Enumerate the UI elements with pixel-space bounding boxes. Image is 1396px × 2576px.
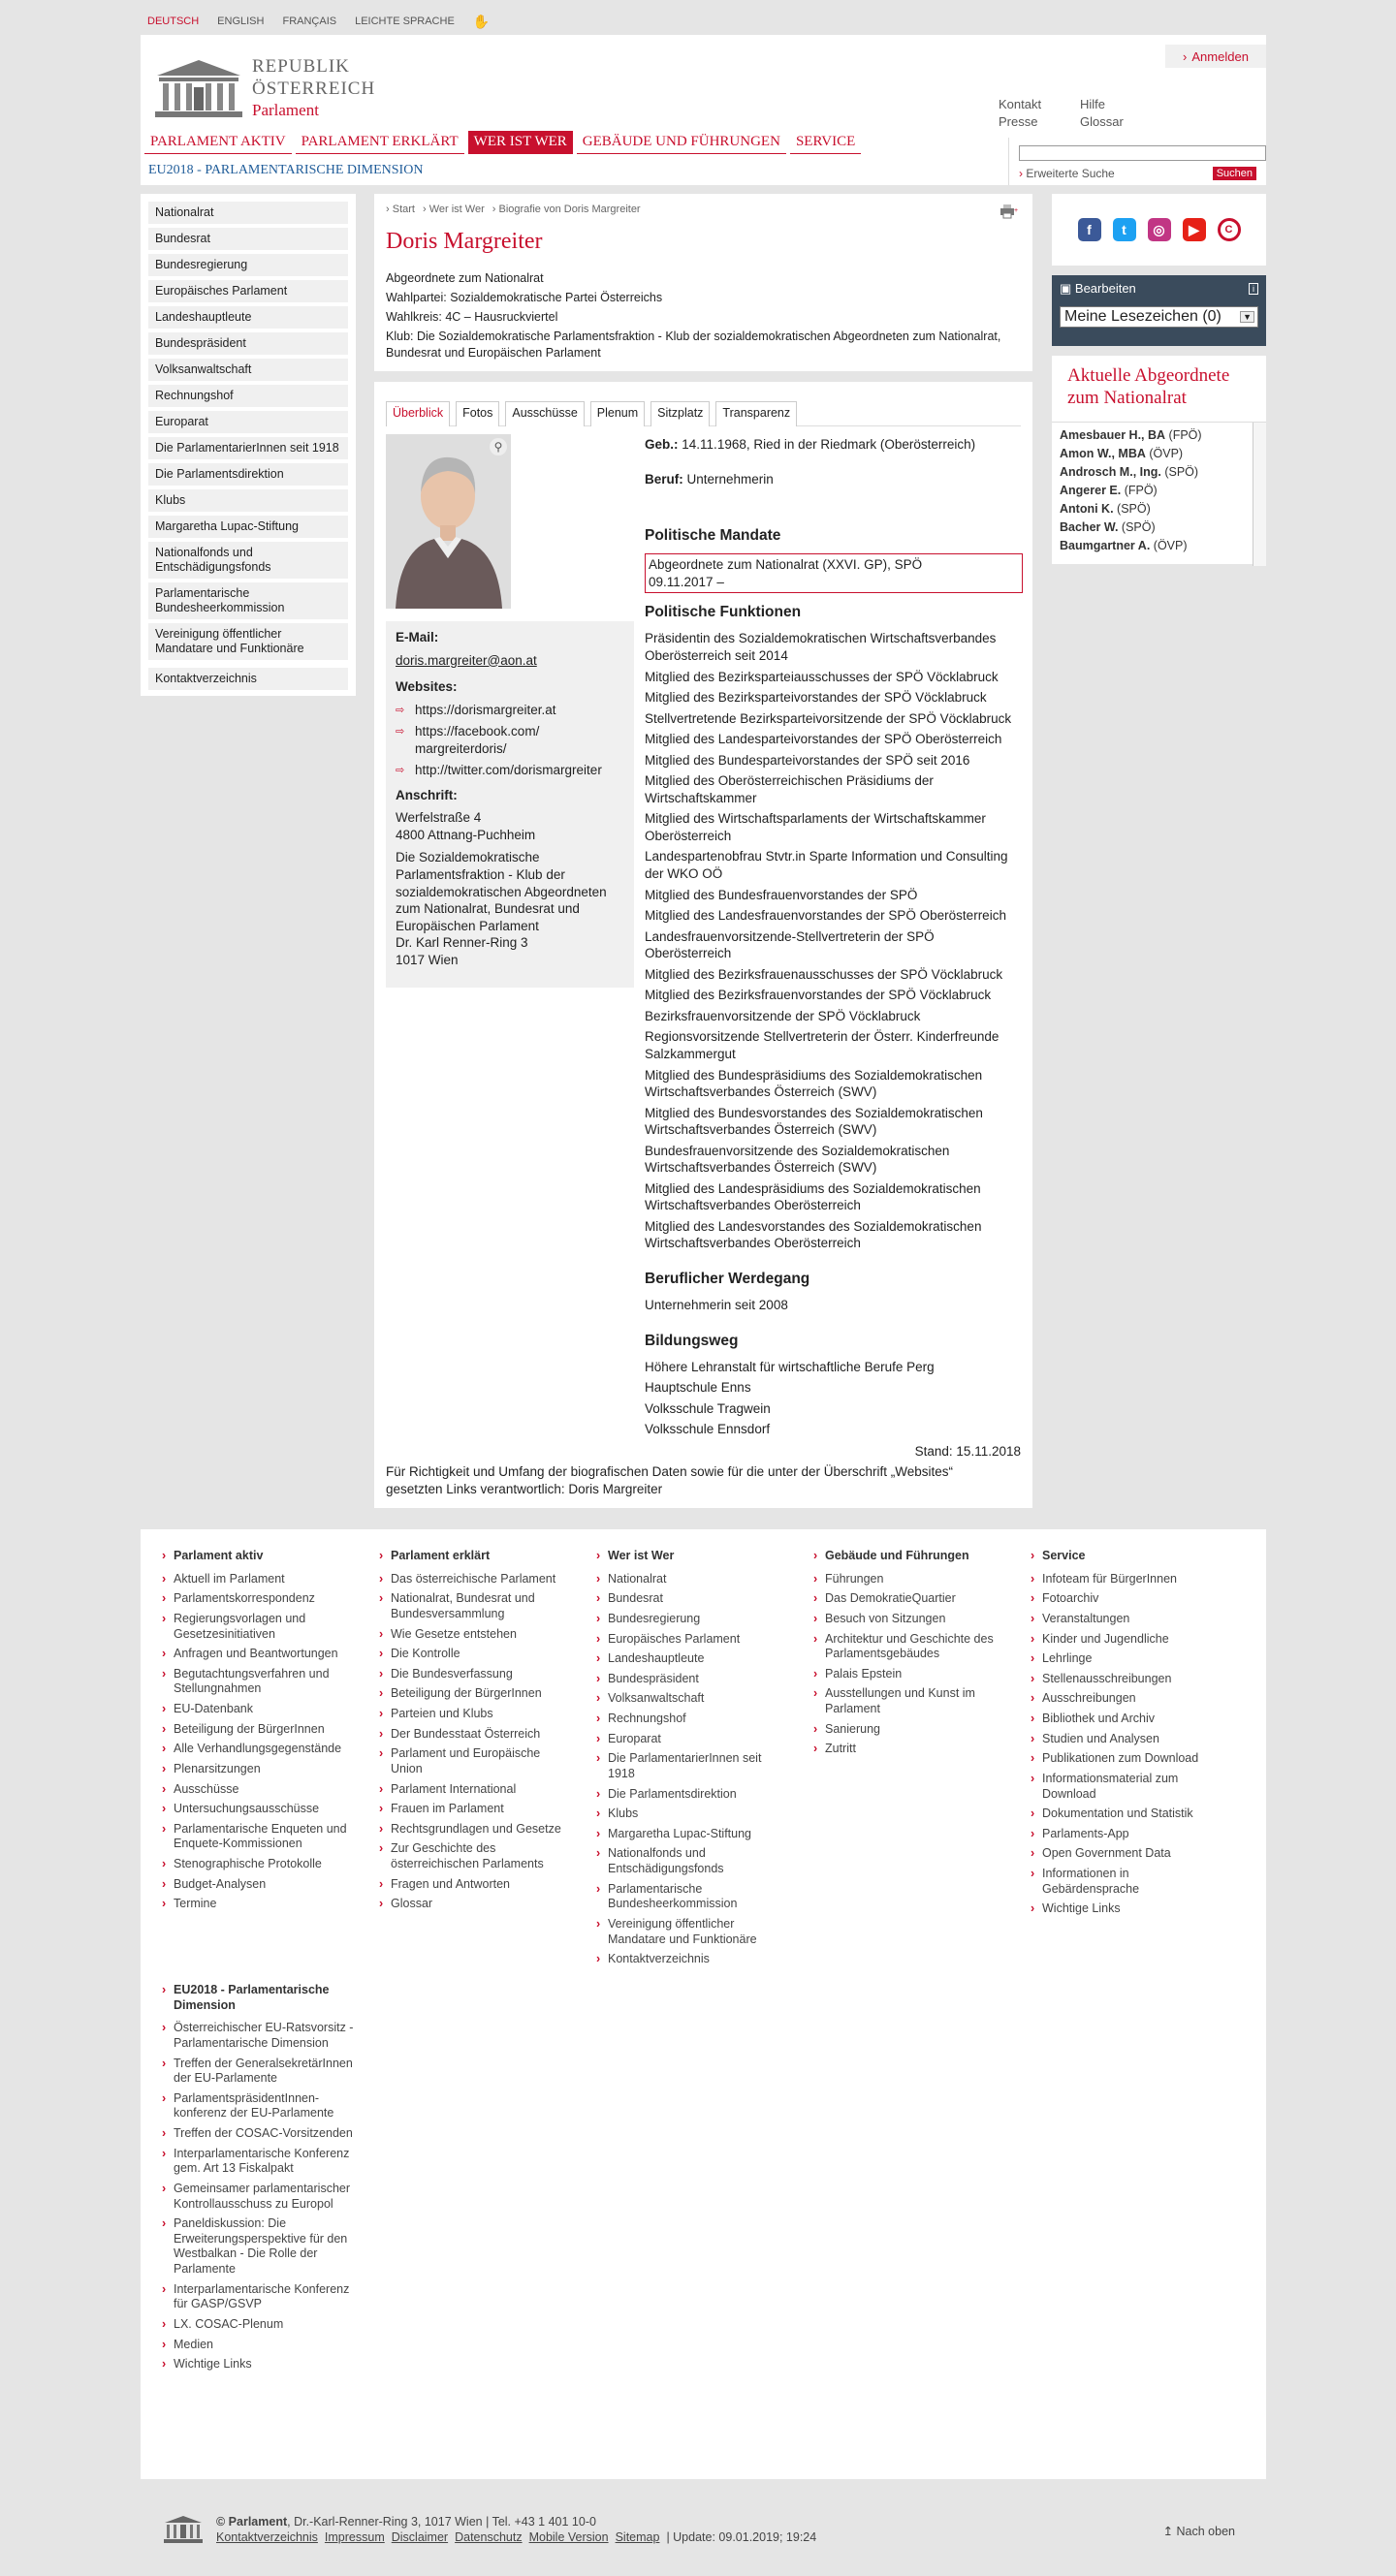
responsibility-note: Für Richtigkeit und Umfang der biografischen Daten sowie für die unter der Überschrift „Websites“ gesetzten Links verantwortlich: Doris Margreiter <box>386 1464 954 1496</box>
function-item: Mitglied des Bezirksfrauenausschusses der SPÖ Vöcklabruck <box>645 966 1003 982</box>
header <box>141 35 1266 185</box>
current-mps-list <box>1052 422 1266 565</box>
address-label: Anschrift: <box>396 787 458 802</box>
search-box <box>1008 138 1266 185</box>
footer-link[interactable]: › Europarat <box>596 1732 790 1747</box>
footer-link[interactable]: › Die Parlamentsdirektion <box>596 1787 790 1803</box>
youtube-icon[interactable]: ▶ <box>1183 218 1206 241</box>
footer-link[interactable]: › Frauen im Parlament <box>379 1802 573 1817</box>
footer-col-title[interactable]: › Wer ist Wer <box>596 1549 790 1564</box>
footer-col-title[interactable]: › EU2018 - Parlamentarische Dimension <box>162 1983 356 2013</box>
function-item: Mitglied des Bundesfrauenvorstandes der SPÖ <box>645 887 918 902</box>
last-updated: Stand: 15.11.2018 <box>914 1444 1021 1459</box>
sidebar-item-11[interactable]: Klubs <box>148 489 348 512</box>
career-item: Unternehmerin seit 2008 <box>645 1298 788 1313</box>
footer-link[interactable]: › Ausschüsse <box>162 1782 356 1798</box>
tab-2[interactable]: Ausschüsse <box>505 401 584 426</box>
function-item: Mitglied des Oberösterreichischen Präsidiums der Wirtschaftskammer <box>645 773 934 805</box>
tab-4[interactable]: Sitzplatz <box>650 401 710 426</box>
footer-link[interactable]: › Parlamentarische Enqueten und Enquete-Kommissionen <box>162 1822 356 1852</box>
footer-col-4 <box>1031 1549 1224 1922</box>
education-item: Volksschule Ennsdorf <box>645 1422 771 1437</box>
sidebar-item-0[interactable]: Nationalrat <box>148 202 348 224</box>
mp-party: (FPÖ) <box>1124 483 1158 497</box>
footer-link[interactable]: › Nationalfonds und Entschädigungsfonds <box>596 1846 790 1876</box>
footer-link[interactable]: › Glossar <box>379 1897 573 1912</box>
mp-name: Antoni K. <box>1060 501 1114 516</box>
top-links <box>999 97 1161 129</box>
chevron-right-icon: › <box>1019 167 1027 180</box>
function-item: Mitglied des Bezirksparteivorstandes der SPÖ Vöcklabruck <box>645 690 987 706</box>
footer-link[interactable]: › Veranstaltungen <box>1031 1612 1224 1627</box>
current-mp-item[interactable] <box>1060 502 1266 516</box>
footer-col-0 <box>162 1549 356 1917</box>
main-nav <box>144 131 865 154</box>
function-item: Mitglied des Landesparteivorstandes der SPÖ Oberösterreich <box>645 732 1002 747</box>
sidebar-item-10[interactable]: Die Parlamentsdirektion <box>148 463 348 486</box>
eu2018-link[interactable]: EU2018 - PARLAMENTARISCHE DIMENSION <box>148 163 424 177</box>
functions-list <box>645 630 1023 1252</box>
footer-link[interactable]: › Bundesregierung <box>596 1612 790 1627</box>
footer-col-title[interactable]: › Parlament erklärt <box>379 1549 573 1564</box>
mp-party: (ÖVP) <box>1149 446 1184 460</box>
arrow-up-icon: ↥ <box>1162 2525 1177 2538</box>
mandate-item: Abgeordnete zum Nationalrat (XXVI. GP), SPÖ 09.11.2017 – <box>645 553 1023 593</box>
sidebar-item-1[interactable]: Bundesrat <box>148 228 348 250</box>
footer-link[interactable]: › Die ParlamentarierInnen seit 1918 <box>596 1751 790 1781</box>
toplink-2[interactable]: Presse <box>999 114 1038 129</box>
website-item[interactable] <box>396 762 624 779</box>
footer-col-2 <box>596 1549 790 1972</box>
mp-info-line: Wahlpartei: Sozialdemokratische Partei Österreichs <box>386 290 663 304</box>
footer-link[interactable]: › ParlamentspräsidentInnen-konferenz der EU-Parlamente <box>162 2091 356 2121</box>
footer-link[interactable]: › Plenarsitzungen <box>162 1762 356 1777</box>
footer-link[interactable]: › Treffen der COSAC-Vorsitzenden <box>162 2126 356 2142</box>
footer-link[interactable]: › EU-Datenbank <box>162 1702 356 1717</box>
copyright: © Parlament, Dr.-Karl-Renner-Ring 3, 1017 Wien | Tel. +43 1 401 10-0 <box>216 2515 596 2529</box>
footer-link[interactable]: › Besuch von Sitzungen <box>813 1612 1007 1627</box>
footer-link[interactable]: › Untersuchungsausschüsse <box>162 1802 356 1817</box>
footer-link[interactable]: › Rechtsgrundlagen und Gesetze <box>379 1822 573 1838</box>
footer-link[interactable]: › Nationalrat, Bundesrat und Bundesversammlung <box>379 1591 573 1621</box>
footer-link[interactable]: › Treffen der GeneralsekretärInnen der EU-Parlamente <box>162 2057 356 2087</box>
footer-link[interactable]: › Die Bundesverfassung <box>379 1667 573 1682</box>
footer-link[interactable]: › Fotoarchiv <box>1031 1591 1224 1607</box>
footer-link[interactable]: › Fragen und Antworten <box>379 1877 573 1893</box>
nav-item-1[interactable]: PARLAMENT ERKLÄRT <box>296 131 464 154</box>
career-heading: Beruflicher Werdegang <box>645 1270 810 1287</box>
footer-col-5 <box>162 1983 356 2377</box>
footer-link[interactable]: › Margaretha Lupac-Stiftung <box>596 1827 790 1842</box>
footer-link[interactable]: › Rechnungshof <box>596 1712 790 1727</box>
mp-party: (SPÖ) <box>1164 464 1199 479</box>
footer-link[interactable]: › Informationsmaterial zum Download <box>1031 1772 1224 1802</box>
address-private: Werfelstraße 4 4800 Attnang-Puchheim <box>396 810 536 842</box>
footer-link[interactable]: › Parlament International <box>379 1782 573 1798</box>
address-club: Die Sozialdemokratische Parlamentsfraktion - Klub der sozialdemokratischen Abgeordneten zum Nationalrat, Bundesrat und Europäischen Parlament Dr. Karl Renner-Ring 3 1017 Wien <box>396 850 607 967</box>
function-item: Mitglied des Bundespräsidiums des Sozialdemokratischen Wirtschaftsverbandes Österreich (SWV) <box>645 1067 983 1100</box>
zoom-icon[interactable]: ⚲ <box>490 438 507 456</box>
footer-logo-icon <box>164 2515 203 2544</box>
footer-link[interactable]: › LX. COSAC-Plenum <box>162 2317 356 2333</box>
footer-link[interactable]: › Sanierung <box>813 1722 1007 1738</box>
sidebar-item-4[interactable]: Landeshauptleute <box>148 306 348 329</box>
sidebar-item-2[interactable]: Bundesregierung <box>148 254 348 276</box>
website-link[interactable]: https://facebook.com/ margreiterdoris/ <box>415 724 540 756</box>
footer-link[interactable]: › Parlamentskorrespondenz <box>162 1591 356 1607</box>
lang-2[interactable]: FRANÇAIS <box>282 16 337 27</box>
facebook-icon[interactable]: f <box>1078 218 1101 241</box>
footer-link[interactable]: › Volksanwaltschaft <box>596 1691 790 1707</box>
tab-0[interactable]: Überblick <box>386 401 450 426</box>
current-mps-title: Aktuelle Abgeordnete zum Nationalrat <box>1067 365 1230 408</box>
footer-col-title[interactable]: › Service <box>1031 1549 1224 1564</box>
page-title: Doris Margreiter <box>386 229 543 254</box>
education-item: Hauptschule Enns <box>645 1380 751 1396</box>
scrollbar[interactable] <box>1253 423 1266 566</box>
education-list <box>645 1359 1023 1438</box>
website-link[interactable]: http://twitter.com/dorismargreiter <box>415 763 602 778</box>
info-icon[interactable]: i <box>1249 283 1258 295</box>
footer-link[interactable]: › Stellenausschreibungen <box>1031 1672 1224 1687</box>
footer-link[interactable]: › Kinder und Jugendliche <box>1031 1632 1224 1648</box>
function-item: Mitglied des Bezirksparteiausschusses der SPÖ Vöcklabruck <box>645 669 999 684</box>
sidebar-item-6[interactable]: Volksanwaltschaft <box>148 359 348 381</box>
external-link-icon: ⇨ <box>396 765 405 777</box>
nav-item-3[interactable]: GEBÄUDE UND FÜHRUNGEN <box>577 131 786 154</box>
legal-link-4[interactable]: Mobile Version <box>528 2530 609 2544</box>
bottom-bar <box>141 2500 1266 2559</box>
current-mp-item[interactable] <box>1060 484 1266 497</box>
footer-link[interactable]: › Bibliothek und Archiv <box>1031 1712 1224 1727</box>
footer-sitemap <box>141 1529 1266 2479</box>
mp-party: (SPÖ) <box>1117 501 1151 516</box>
lang-0[interactable]: DEUTSCH <box>147 16 200 27</box>
footer-link[interactable]: › Parlaments-App <box>1031 1827 1224 1842</box>
footer-link[interactable]: › Gemeinsamer parlamentarischer Kontrollausschuss zu Europol <box>162 2182 356 2212</box>
mp-info-line: Abgeordnete zum Nationalrat <box>386 271 544 285</box>
logo-line1: REPUBLIK ÖSTERREICH <box>252 56 376 99</box>
tab-1[interactable]: Fotos <box>456 401 499 426</box>
legal-link-1[interactable]: Impressum <box>324 2530 385 2544</box>
footer-link[interactable]: › Infoteam für BürgerInnen <box>1031 1572 1224 1587</box>
education-item: Höhere Lehranstalt für wirtschaftliche Berufe Perg <box>645 1359 935 1374</box>
mp-name: Bacher W. <box>1060 519 1119 534</box>
breadcrumb <box>386 204 1021 215</box>
mp-info-line: Wahlkreis: 4C – Hausruckviertel <box>386 309 558 324</box>
search-input[interactable] <box>1019 145 1266 161</box>
function-item: Landesfrauenvorsitzende-Stellvertreterin der SPÖ Oberösterreich <box>645 928 935 961</box>
sidebar-item-7[interactable]: Rechnungshof <box>148 385 348 407</box>
footer-link[interactable]: › Palais Epstein <box>813 1667 1007 1682</box>
footer-link[interactable]: › Landeshauptleute <box>596 1651 790 1667</box>
function-item: Mitglied des Landesfrauenvorstandes der SPÖ Oberösterreich <box>645 908 1006 924</box>
mp-party: (ÖVP) <box>1153 538 1188 552</box>
breadcrumb-item-0[interactable]: › Start <box>386 204 415 215</box>
job-info: Beruf: Unternehmerin <box>645 471 774 487</box>
footer-link[interactable]: › Klubs <box>596 1806 790 1822</box>
external-link-icon: ⇨ <box>396 726 405 738</box>
tab-5[interactable]: Transparenz <box>715 401 797 426</box>
footer-link[interactable]: › Begutachtungsverfahren und Stellungnahmen <box>162 1667 356 1697</box>
birth-info: Geb.: 14.11.1968, Ried in der Riedmark (Oberösterreich) <box>645 437 976 452</box>
footer-link[interactable]: › Stenographische Protokolle <box>162 1857 356 1872</box>
footer-link[interactable]: › Der Bundesstaat Österreich <box>379 1727 573 1743</box>
footer-link[interactable]: › Open Government Data <box>1031 1846 1224 1862</box>
function-item: Landespartenobfrau Stvtr.in Sparte Information und Consulting der WKO OÖ <box>645 849 1008 882</box>
footer-link[interactable]: › Österreichischer EU-Ratsvorsitz - Parlamentarische Dimension <box>162 2021 356 2051</box>
websites-label: Websites: <box>396 679 458 695</box>
footer-link[interactable]: › Publikationen zum Download <box>1031 1751 1224 1767</box>
sign-language-icon[interactable]: ✋ <box>472 13 491 29</box>
breadcrumb-item-2: › Biografie von Doris Margreiter <box>492 204 641 215</box>
education-heading: Bildungsweg <box>645 1332 739 1349</box>
legal-link-3[interactable]: Datenschutz <box>455 2530 523 2544</box>
footer-col-3 <box>813 1549 1007 1762</box>
footer-link[interactable]: › Termine <box>162 1897 356 1912</box>
legal-links <box>216 2530 816 2544</box>
sidebar-item-12[interactable]: Margaretha Lupac-Stiftung <box>148 516 348 538</box>
bookmark-edit[interactable]: ▣ Bearbeiten <box>1060 281 1136 296</box>
footer-link[interactable]: › Nationalrat <box>596 1572 790 1587</box>
footer-link[interactable]: › Das österreichische Parlament <box>379 1572 573 1587</box>
function-item: Mitglied des Bezirksfrauenvorstandes der SPÖ Vöcklabruck <box>645 988 992 1003</box>
sidebar-item-14[interactable]: Parlamentarische Bundesheerkommission <box>148 582 348 619</box>
website-item[interactable] <box>396 702 624 719</box>
instagram-icon[interactable]: ◎ <box>1148 218 1171 241</box>
footer-link[interactable]: › Wichtige Links <box>162 2357 356 2372</box>
login-button[interactable]: › Anmelden <box>1165 45 1266 68</box>
tab-3[interactable]: Plenum <box>590 401 645 426</box>
footer-link[interactable]: › Budget-Analysen <box>162 1877 356 1893</box>
sidebar <box>141 194 356 696</box>
social-links <box>1052 194 1266 266</box>
mandates-heading: Politische Mandate <box>645 527 781 545</box>
lang-1[interactable]: ENGLISH <box>217 16 265 27</box>
footer-link[interactable]: › Studien und Analysen <box>1031 1732 1224 1747</box>
footer-link[interactable]: › Zur Geschichte des österreichischen Parlaments <box>379 1841 573 1871</box>
footer-link[interactable]: › Europäisches Parlament <box>596 1632 790 1648</box>
legal-link-2[interactable]: Disclaimer <box>391 2530 449 2544</box>
footer-link[interactable]: › Kontaktverzeichnis <box>596 1952 790 1967</box>
current-mp-item[interactable] <box>1060 539 1266 552</box>
mp-name: Amesbauer H., BA <box>1060 427 1166 442</box>
footer-col-1 <box>379 1549 573 1917</box>
function-item: Bezirksfrauenvorsitzende der SPÖ Vöcklabruck <box>645 1008 921 1023</box>
legal-link-0[interactable]: Kontaktverzeichnis <box>216 2530 318 2544</box>
sidebar-item-13[interactable]: Nationalfonds und Entschädigungsfonds <box>148 542 348 579</box>
footer-link[interactable]: › Beteiligung der BürgerInnen <box>162 1722 356 1738</box>
footer-link[interactable]: › Interparlamentarische Konferenz für GASP/GSVP <box>162 2282 356 2312</box>
nav-item-4[interactable]: SERVICE <box>790 131 861 154</box>
svg-text:+: + <box>1014 207 1019 214</box>
footer-link[interactable]: › Architektur und Geschichte des Parlamentsgebäudes <box>813 1632 1007 1662</box>
mp-party: (SPÖ) <box>1121 519 1156 534</box>
search-button[interactable]: Suchen <box>1213 167 1256 180</box>
bookmarks-panel <box>1052 275 1266 346</box>
external-link-icon: ⇨ <box>396 704 405 716</box>
back-to-top[interactable]: ↥ Nach oben <box>1162 2525 1235 2538</box>
footer-col-title[interactable]: › Parlament aktiv <box>162 1549 356 1564</box>
nav-item-2[interactable]: WER IST WER <box>468 131 573 154</box>
email-link[interactable]: doris.margreiter@aon.at <box>396 652 537 668</box>
toplink-3[interactable]: Glossar <box>1080 114 1124 129</box>
mp-name: Amon W., MBA <box>1060 446 1146 460</box>
current-mp-item[interactable] <box>1060 520 1266 534</box>
mp-summary <box>386 270 1021 361</box>
function-item: Mitglied des Wirtschaftsparlaments der Wirtschaftskammer Oberösterreich <box>645 811 986 843</box>
function-item: Stellvertretende Bezirksparteivorsitzende der SPÖ Vöcklabruck <box>645 710 1012 726</box>
footer-link[interactable]: › Bundesrat <box>596 1591 790 1607</box>
contact-box <box>386 621 634 988</box>
function-item: Bundesfrauenvorsitzende des Sozialdemokratischen Wirtschaftsverbandes Österreich (SWV) <box>645 1143 950 1176</box>
website-item[interactable] <box>396 723 624 757</box>
function-item: Regionsvorsitzende Stellvertreterin der Österr. Kinderfreunde Salzkammergut <box>645 1029 999 1061</box>
sidebar-item-3[interactable]: Europäisches Parlament <box>148 280 348 302</box>
website-link[interactable]: https://dorismargreiter.at <box>415 702 556 717</box>
flickr-icon[interactable]: C <box>1218 218 1241 241</box>
footer-link[interactable]: › Dokumentation und Statistik <box>1031 1806 1224 1822</box>
legal-link-5[interactable]: Sitemap <box>615 2530 660 2544</box>
footer-link[interactable]: › Zutritt <box>813 1742 1007 1757</box>
career-list <box>645 1297 1023 1314</box>
mp-name: Baumgartner A. <box>1060 538 1151 552</box>
mp-name: Angerer E. <box>1060 483 1122 497</box>
current-mp-item[interactable] <box>1060 465 1266 479</box>
footer-link[interactable]: › Ausstellungen und Kunst im Parlament <box>813 1686 1007 1716</box>
mp-party: (FPÖ) <box>1168 427 1202 442</box>
logo-line2: Parlament <box>252 100 319 119</box>
footer-link[interactable]: › Das DemokratieQuartier <box>813 1591 1007 1607</box>
parliament-building-icon <box>155 58 242 118</box>
email-label: E-Mail: <box>396 630 439 644</box>
footer-link[interactable]: › Paneldiskussion: Die Erweiterungsperspektive für den Westbalkan - Die Rolle der Parlamente <box>162 2216 356 2278</box>
sidebar-item-9[interactable]: Die ParlamentarierInnen seit 1918 <box>148 437 348 459</box>
function-item: Mitglied des Bundesparteivorstandes der SPÖ seit 2016 <box>645 752 970 768</box>
current-mps-panel <box>1052 356 1266 564</box>
footer-link[interactable]: › Parlamentarische Bundesheerkommission <box>596 1882 790 1912</box>
footer-link[interactable]: › Beteiligung der BürgerInnen <box>379 1686 573 1702</box>
function-item: Mitglied des Bundesvorstandes des Sozialdemokratischen Wirtschaftsverbandes Österreich (SWV) <box>645 1105 983 1138</box>
bio-details <box>645 436 1023 1442</box>
footer-link[interactable]: › Lehrlinge <box>1031 1651 1224 1667</box>
language-bar <box>147 14 490 29</box>
sidebar-item-5[interactable]: Bundespräsident <box>148 332 348 355</box>
current-mp-item[interactable] <box>1060 428 1266 442</box>
toplink-0[interactable]: Kontakt <box>999 97 1042 111</box>
twitter-icon[interactable]: t <box>1113 218 1136 241</box>
footer-link[interactable]: › Ausschreibungen <box>1031 1691 1224 1707</box>
breadcrumb-item-1[interactable]: › Wer ist Wer <box>423 204 485 215</box>
profile-header <box>374 194 1032 371</box>
footer-link[interactable]: › Informationen in Gebärdensprache <box>1031 1867 1224 1897</box>
footer-link[interactable]: › Führungen <box>813 1572 1007 1587</box>
update-info: | Update: 09.01.2019; 19:24 <box>666 2530 817 2544</box>
footer-link[interactable]: › Anfragen und Beantwortungen <box>162 1647 356 1662</box>
website-list <box>396 702 624 779</box>
advanced-search-link[interactable]: › Erweiterte Suche <box>1019 167 1115 180</box>
footer-link[interactable]: › Wie Gesetze entstehen <box>379 1627 573 1643</box>
footer-link[interactable]: › Interparlamentarische Konferenz gem. Art 13 Fiskalpakt <box>162 2147 356 2177</box>
bookmark-icon: ▣ <box>1060 281 1075 296</box>
footer-link[interactable]: › Bundespräsident <box>596 1672 790 1687</box>
mp-name: Androsch M., Ing. <box>1060 464 1161 479</box>
footer-link[interactable]: › Vereinigung öffentlicher Mandatare und Funktionäre <box>596 1917 790 1947</box>
sidebar-item-15[interactable]: Vereinigung öffentlicher Mandatare und Funktionäre <box>148 623 348 660</box>
mp-info-line: Klub: Die Sozialdemokratische Parlamentsfraktion - Klub der sozialdemokratischen Abgeordneten zum Nationalrat, Bundesrat und Europäischen Parlament <box>386 329 1001 360</box>
footer-link[interactable]: › Wichtige Links <box>1031 1901 1224 1917</box>
nav-item-0[interactable]: PARLAMENT AKTIV <box>144 131 292 154</box>
function-item: Mitglied des Landespräsidiums des Sozialdemokratischen Wirtschaftsverbandes Oberösterreich <box>645 1180 981 1213</box>
logo[interactable] <box>155 54 436 122</box>
function-item: Mitglied des Landesvorstandes des Sozialdemokratischen Wirtschaftsverbandes Oberösterreich <box>645 1218 982 1251</box>
footer-link[interactable]: › Medien <box>162 2338 356 2353</box>
sidebar-item-16[interactable]: Kontaktverzeichnis <box>148 668 348 690</box>
footer-link[interactable]: › Die Kontrolle <box>379 1647 573 1662</box>
lang-3[interactable]: LEICHTE SPRACHE <box>355 16 455 27</box>
functions-heading: Politische Funktionen <box>645 604 802 621</box>
education-item: Volksschule Tragwein <box>645 1400 771 1416</box>
profile-content <box>374 382 1032 1508</box>
footer-link[interactable]: › Parlament und Europäische Union <box>379 1746 573 1776</box>
portrait-photo[interactable] <box>386 434 511 609</box>
footer-link[interactable]: › Aktuell im Parlament <box>162 1572 356 1587</box>
footer-link[interactable]: › Regierungsvorlagen und Gesetzesinitiativen <box>162 1612 356 1642</box>
chevron-right-icon: › <box>1183 48 1188 64</box>
footer-link[interactable]: › Alle Verhandlungsgegenstände <box>162 1742 356 1757</box>
toplink-1[interactable]: Hilfe <box>1080 97 1106 111</box>
sidebar-item-8[interactable]: Europarat <box>148 411 348 433</box>
function-item: Präsidentin des Sozialdemokratischen Wirtschaftsverbandes Oberösterreich seit 2014 <box>645 631 997 664</box>
footer-link[interactable]: › Parteien und Klubs <box>379 1707 573 1722</box>
profile-tabs <box>386 392 1021 426</box>
bookmarks-select[interactable]: Meine Lesezeichen (0) ▼ <box>1060 306 1258 328</box>
current-mp-item[interactable] <box>1060 447 1266 460</box>
print-icon[interactable] <box>999 204 1017 219</box>
footer-col-title[interactable]: › Gebäude und Führungen <box>813 1549 1007 1564</box>
